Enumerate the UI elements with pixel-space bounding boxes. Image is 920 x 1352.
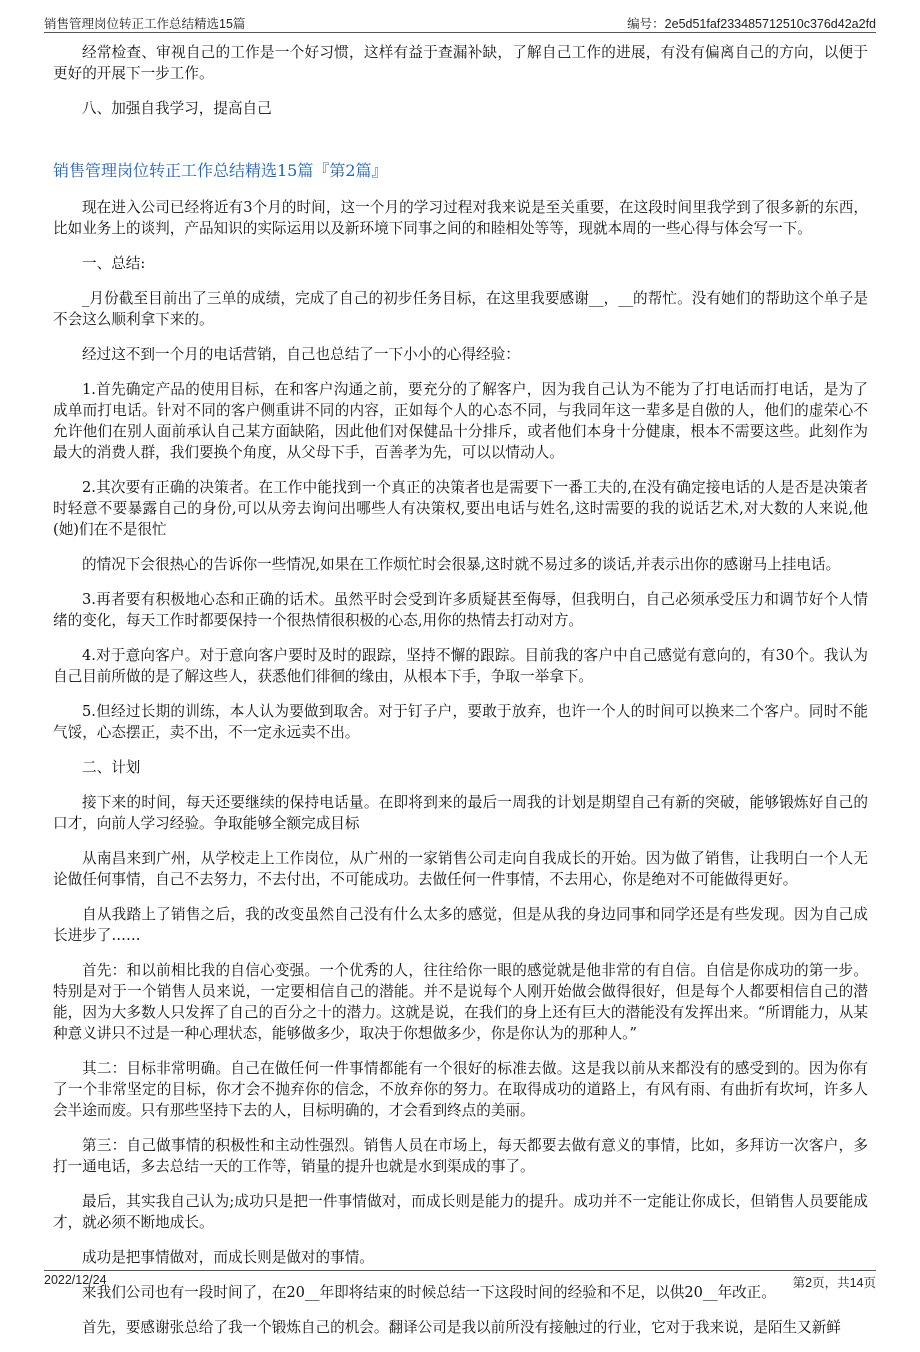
paragraph: 3.再者要有积极地心态和正确的话术。虽然平时会受到许多质疑甚至侮辱，但我明白，自己必须承受压力和调节好个人情绪的变化，每天工作时都要保持一个很热情很积极的心态,用你的热情去打动对方。 [53,591,868,629]
paragraph: 从南昌来到广州，从学校走上工作岗位，从广州的一家销售公司走向自我成长的开始。因为做了销售，让我明白一个人无论做任何事情，自己不去努力，不去付出，不可能成功。去做任何一件事情，不去用心，你是绝对不可能做得更好。 [53,850,868,888]
paragraph: 接下来的时间，每天还要继续的保持电话量。在即将到来的最后一周我的计划是期望自己有新的突破，能够锻炼好自己的口才，向前人学习经验。争取能够全额完成目标 [53,794,868,832]
paragraph: 最后，其实我自己认为;成功只是把一件事情做对，而成长则是能力的提升。成功并不一定能让你成长，但销售人员要能成才，就必须不断地成长。 [53,1193,868,1231]
paragraph: 第三：自己做事情的积极性和主动性强烈。销售人员在市场上，每天都要去做有意义的事情，比如，多拜访一次客户，多打一通电话，多去总结一天的工作等，销量的提升也就是水到渠成的事了。 [53,1137,868,1175]
paragraph: 成功是把事情做对，而成长则是做对的事情。 [82,1249,374,1266]
paragraph: 1.首先确定产品的使用目标，在和客户沟通之前，要充分的了解客户，因为我自己认为不能为了打电话而打电话，是为了成单而打电话。针对不同的客户侧重讲不同的内容，正如每个人的心态不同，与我同年这一辈多是自傲的人，他们的虚荣心不允许他们在别人面前承认自己某方面缺陷，因此他们对保健品十分排斥，或者他们本身十分健康，根本不需要这些。此刻作为最大的消费人群，我们要换个角度，从父母下手，百善孝为先，可以以情动人。 [53,381,868,461]
paragraph: 现在进入公司已经将近有3个月的时间，这一个月的学习过程对我来说是至关重要，在这段时间里我学到了很多新的东西，比如业务上的谈判，产品知识的实际运用以及新环境下同事之间的和睦相处等等，现就本周的一些心得与体会写一下。 [53,199,868,237]
paragraph: 2.其次要有正确的决策者。在工作中能找到一个真正的决策者也是需要下一番工夫的,在没有确定接电话的人是否是决策者时轻意不要暴露自己的身份,可以从旁去询问出哪些人有决策权,要出电话与姓名,这时需要的我的说话艺术,对大数的人来说,他(她)们在不是很忙 [53,479,868,538]
paragraph: 其二：目标非常明确。自己在做任何一件事情都能有一个很好的标准去做。这是我以前从来都没有的感受到的。因为你有了一个非常坚定的目标，你才会不抛弃你的信念，不放弃你的努力。在取得成功的道路上，有风有雨、有曲折有坎坷，许多人会半途而废。只有那些坚持下去的人，目标明确的，才会看到终点的美丽。 [53,1060,868,1119]
paragraph: 来我们公司也有一段时间了，在20__年即将结束的时候总结一下这段时间的经验和不足，以供20__年改正。 [82,1284,776,1301]
footer-page-number: 第2页，共14页 [792,1276,876,1290]
section-title: 销售管理岗位转正工作总结精选15篇『第2篇』 [53,161,388,180]
page-header [44,12,876,33]
section-heading: 八、加强自我学习，提高自己 [82,100,272,117]
paragraph: 自从我踏上了销售之后，我的改变虽然自己没有什么太多的感觉，但是从我的身边同事和同学还是有些发现。因为自己成长进步了…… [53,906,868,944]
paragraph: 首先，要感谢张总给了我一个锻炼自己的机会。翻译公司是我以前所没有接触过的行业，它对于我来说，是陌生又新鲜 [82,1319,841,1336]
footer-date: 2022/12/24 [44,1273,107,1287]
header-doc-code: 编号：2e5d51faf233485712510c376d42a2fd [627,17,876,31]
section-heading: 二、计划 [82,759,141,776]
page-footer [44,1270,876,1291]
paragraph: 经常检查、审视自己的工作是一个好习惯，这样有益于查漏补缺，了解自己工作的进展，有没有偏离自己的方向，以便于更好的开展下一步工作。 [53,44,868,82]
header-doc-title: 销售管理岗位转正工作总结精选15篇 [44,17,246,31]
document-body [53,42,868,1352]
paragraph: 5.但经过长期的训练，本人认为要做到取舍。对于钉子户，要敢于放弃，也许一个人的时间可以换来二个客户。同时不能气馁，心态摆正，卖不出，不一定永远卖不出。 [53,703,868,741]
paragraph: 4.对于意向客户。对于意向客户要时及时的跟踪，坚持不懈的跟踪。目前我的客户中自己感觉有意向的，有30个。我认为自己目前所做的是了解这些人，获悉他们徘徊的缘由，从根本下手，争取一举拿下。 [53,647,868,685]
paragraph: 首先：和以前相比我的自信心变强。一个优秀的人，往往给你一眼的感觉就是他非常的有自信。自信是你成功的第一步。特别是对于一个销售人员来说，一定要相信自己的潜能。并不是说每个人刚开始做会做得很好，但是每个人都要相信自己的潜能，因为大多数人只发挥了自己的百分之十的潜力。这就是说，在我们的身上还有巨大的潜能没有发挥出来。“所谓能力，从某种意义讲只不过是一种心理状态，能够做多少，取决于你想做多少，你是你认为的那种人。” [53,962,868,1042]
paragraph: 的情况下会很热心的告诉你一些情况,如果在工作烦忙时会很暴,这时就不易过多的谈话,并表示出你的感谢马上挂电话。 [82,556,841,573]
paragraph: 经过这不到一个月的电话营销，自己也总结了一下小小的心得经验： [82,346,520,363]
paragraph: _月份截至目前出了三单的成绩，完成了自己的初步任务目标，在这里我要感谢__，__的帮忙。没有她们的帮助这个单子是不会这么顺利拿下来的。 [53,290,868,328]
section-heading: 一、总结: [82,255,146,272]
